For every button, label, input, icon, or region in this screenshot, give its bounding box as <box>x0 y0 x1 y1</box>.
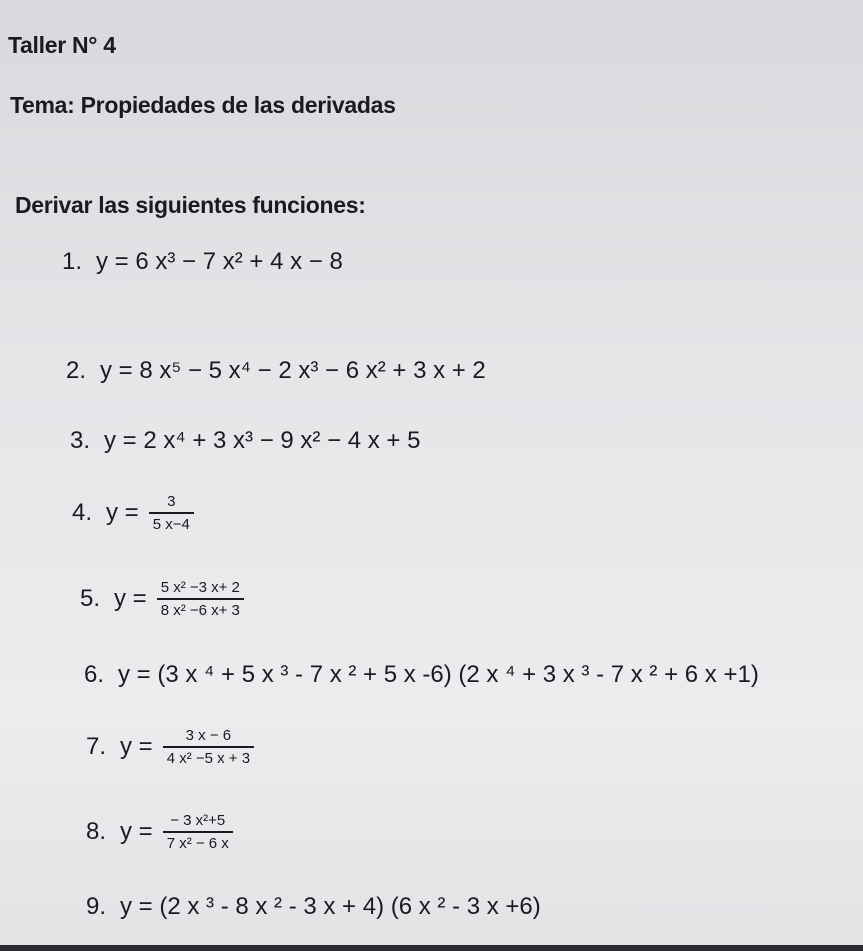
exercise-8 <box>86 813 233 851</box>
bottom-edge <box>0 945 863 951</box>
fraction <box>157 580 244 618</box>
workshop-title: Taller N° 4 <box>8 32 116 58</box>
exercise-expression: y = 2 x⁴ + 3 x³ − 9 x² − 4 x + 5 <box>104 427 421 454</box>
exercise-number: 1. <box>62 248 83 275</box>
exercise-number: 8. <box>86 818 107 845</box>
exercise-lhs: y = <box>114 585 147 612</box>
exercise-expression: y = (3 x ⁴ + 5 x ³ - 7 x ² + 5 x -6) (2 x ⁴ + 3 x ³ - 7 x ² + 6 x +1) <box>118 661 759 688</box>
fraction <box>163 728 254 766</box>
exercise-3 <box>70 427 420 455</box>
exercise-expression: y = 6 x³ − 7 x² + 4 x − 8 <box>96 248 343 275</box>
instruction-text: Derivar las siguientes funciones: <box>15 192 366 218</box>
fraction <box>149 494 194 532</box>
exercise-7 <box>86 728 254 766</box>
exercise-lhs: y = <box>120 818 153 845</box>
exercise-5 <box>80 580 244 618</box>
exercise-9 <box>86 893 541 921</box>
exercise-lhs: y = <box>120 733 153 760</box>
exercise-4 <box>72 494 194 532</box>
fraction-denominator: 5 x−4 <box>149 512 194 532</box>
fraction-denominator: 7 x² − 6 x <box>163 831 233 851</box>
exercise-number: 6. <box>84 661 105 688</box>
fraction-numerator: 5 x² −3 x+ 2 <box>160 579 240 596</box>
fraction <box>163 813 233 851</box>
topic-title: Tema: Propiedades de las derivadas <box>10 92 396 118</box>
fraction-numerator: 3 <box>167 493 176 510</box>
exercise-number: 5. <box>80 585 101 612</box>
fraction-denominator: 8 x² −6 x+ 3 <box>157 598 244 618</box>
exercise-number: 3. <box>70 427 91 454</box>
exercise-number: 2. <box>66 357 87 384</box>
exercise-1 <box>62 248 343 276</box>
exercise-2 <box>66 357 486 385</box>
fraction-denominator: 4 x² −5 x + 3 <box>163 746 254 766</box>
fraction-numerator: − 3 x²+5 <box>170 812 226 829</box>
fraction-numerator: 3 x − 6 <box>185 727 232 744</box>
exercise-number: 4. <box>72 499 93 526</box>
exercise-expression: y = (2 x ³ - 8 x ² - 3 x + 4) (6 x ² - 3 x +6) <box>120 893 541 920</box>
exercise-lhs: y = <box>106 499 139 526</box>
exercise-expression: y = 8 x⁵ − 5 x⁴ − 2 x³ − 6 x² + 3 x + 2 <box>100 357 486 384</box>
exercise-6 <box>84 661 759 689</box>
exercise-number: 7. <box>86 733 107 760</box>
exercise-number: 9. <box>86 893 107 920</box>
